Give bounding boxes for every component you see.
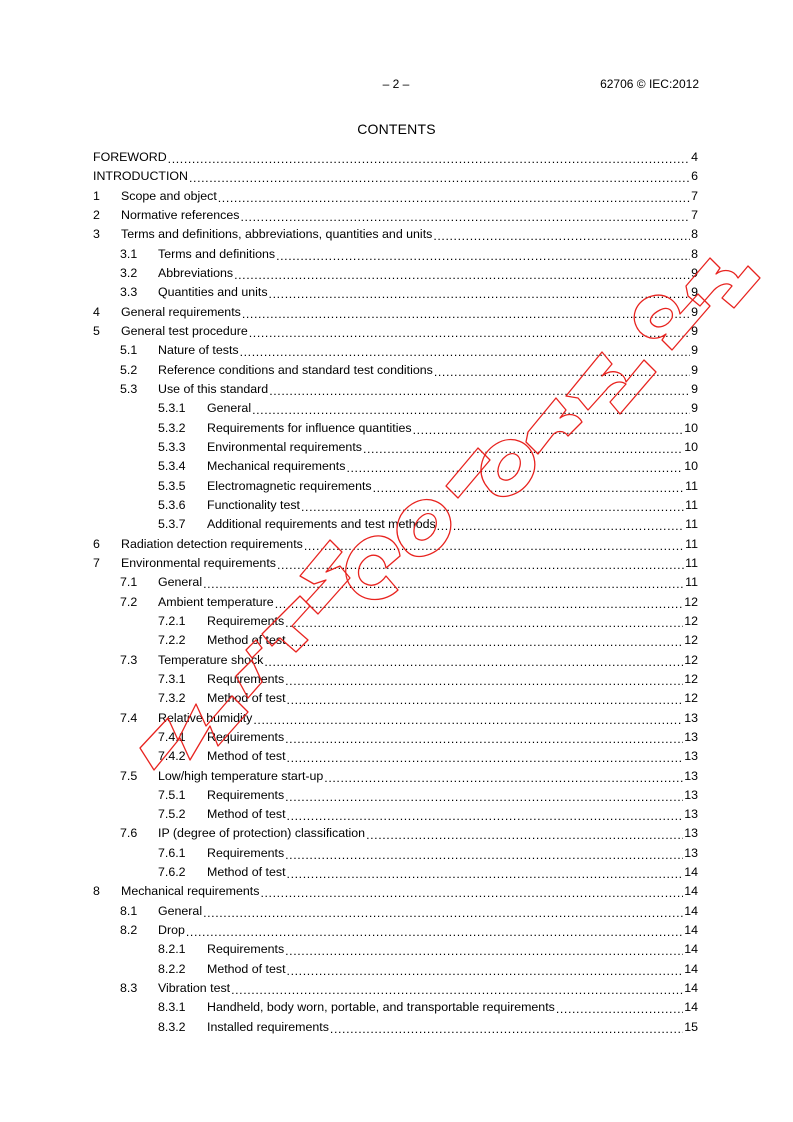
toc-leader-dots xyxy=(264,655,683,669)
toc-entry-page: 13 xyxy=(684,729,698,744)
toc-leader-dots xyxy=(189,171,690,185)
toc-leader-dots xyxy=(363,442,683,456)
toc-entry-title: Reference conditions and standard test conditions xyxy=(158,362,433,377)
toc-entry-page: 7 xyxy=(691,188,698,203)
toc-leader-dots xyxy=(287,693,684,707)
toc-entry-number: 8.3 xyxy=(120,981,138,996)
toc-entry-number: 1 xyxy=(93,188,100,203)
toc-entry[interactable] xyxy=(93,421,698,440)
toc-entry-number: 7.1 xyxy=(120,575,138,590)
toc-entry-page: 12 xyxy=(684,691,698,706)
toc-entry[interactable] xyxy=(93,227,698,246)
toc-leader-dots xyxy=(287,867,684,881)
toc-entry[interactable] xyxy=(93,904,698,923)
toc-entry-number: 7.5.2 xyxy=(158,807,186,822)
toc-entry[interactable] xyxy=(93,479,698,498)
toc-entry-number: 7.6 xyxy=(120,826,138,841)
toc-entry-page: 4 xyxy=(691,150,698,164)
toc-entry-number: 8.1 xyxy=(120,903,138,918)
toc-entry[interactable] xyxy=(93,382,698,401)
toc-entry-number: 2 xyxy=(93,207,100,222)
toc-entry-number: 8 xyxy=(93,884,100,899)
toc-leader-dots xyxy=(234,268,690,282)
toc-entry-page: 8 xyxy=(691,227,698,242)
toc-entry-page: 15 xyxy=(684,1019,698,1034)
toc-entry-page: 6 xyxy=(691,169,698,184)
toc-entry-number: 7.6.2 xyxy=(158,865,186,880)
toc-entry[interactable] xyxy=(93,749,698,768)
toc-leader-dots xyxy=(253,713,683,727)
toc-entry[interactable] xyxy=(93,401,698,420)
toc-entry-title: Method of test xyxy=(207,691,286,706)
toc-entry[interactable] xyxy=(93,305,698,324)
toc-entry-page: 14 xyxy=(684,961,698,976)
toc-entry-page: 14 xyxy=(684,923,698,938)
toc-entry-page: 12 xyxy=(684,594,698,609)
toc-entry-title: Requirements xyxy=(207,845,285,860)
toc-entry-page: 9 xyxy=(691,265,698,280)
toc-entry-number: 8.2.2 xyxy=(158,961,186,976)
toc-leader-dots xyxy=(346,461,683,475)
toc-leader-dots xyxy=(240,210,690,224)
page-number: – 2 – xyxy=(382,77,410,91)
toc-entry[interactable] xyxy=(93,981,698,1000)
toc-entry-page: 9 xyxy=(691,304,698,319)
toc-leader-dots xyxy=(242,307,690,321)
toc-leader-dots xyxy=(285,944,683,958)
toc-leader-dots xyxy=(330,1022,683,1036)
toc-entry[interactable] xyxy=(93,923,698,942)
toc-entry[interactable] xyxy=(93,459,698,478)
toc-entry[interactable] xyxy=(93,537,698,556)
toc-leader-dots xyxy=(285,848,683,862)
toc-entry-page: 11 xyxy=(685,517,698,532)
toc-entry-number: 8.3.2 xyxy=(158,1019,186,1034)
toc-entry-title: FOREWORD xyxy=(93,150,167,164)
toc-leader-dots xyxy=(276,249,690,263)
toc-leader-dots xyxy=(231,983,683,997)
toc-entry-number: 5.3.5 xyxy=(158,478,186,493)
toc-entry-title: Low/high temperature start-up xyxy=(158,768,324,783)
toc-entry[interactable] xyxy=(93,769,698,788)
toc-entry-page: 14 xyxy=(684,1000,698,1015)
toc-entry-title: Use of this standard xyxy=(158,381,269,396)
toc-entry-title: Mechanical requirements xyxy=(121,884,260,899)
toc-entry[interactable] xyxy=(93,807,698,826)
toc-entry[interactable] xyxy=(93,884,698,903)
toc-leader-dots xyxy=(287,809,684,823)
toc-entry-number: 7.3.2 xyxy=(158,691,186,706)
toc-leader-dots xyxy=(301,500,684,514)
toc-entry-page: 9 xyxy=(691,362,698,377)
toc-leader-dots xyxy=(413,423,684,437)
toc-entry-number: 7 xyxy=(93,555,100,570)
toc-entry-number: 3 xyxy=(93,227,100,242)
toc-leader-dots xyxy=(287,635,684,649)
toc-entry-title: Quantities and units xyxy=(158,285,268,300)
toc-leader-dots xyxy=(168,152,690,166)
toc-entry-title: Functionality test xyxy=(207,497,300,512)
toc-leader-dots xyxy=(287,751,684,765)
toc-entry-title: Drop xyxy=(158,923,185,938)
toc-entry-number: 5.1 xyxy=(120,343,138,358)
toc-entry[interactable] xyxy=(93,169,698,188)
toc-entry-page: 13 xyxy=(684,749,698,764)
contents-title: CONTENTS xyxy=(357,121,436,137)
toc-leader-dots xyxy=(556,1002,683,1016)
toc-entry-title: Requirements xyxy=(207,729,285,744)
toc-leader-dots xyxy=(285,790,683,804)
toc-entry-title: Abbreviations xyxy=(158,265,234,280)
toc-entry-page: 13 xyxy=(684,845,698,860)
toc-entry-page: 13 xyxy=(684,787,698,802)
toc-entry-page: 13 xyxy=(684,710,698,725)
toc-leader-dots xyxy=(287,964,684,978)
toc-leader-dots xyxy=(285,616,683,630)
toc-entry-page: 13 xyxy=(684,807,698,822)
toc-entry[interactable] xyxy=(93,363,698,382)
toc-entry-title: General test procedure xyxy=(121,323,248,338)
toc-entry-page: 7 xyxy=(691,207,698,222)
toc-entry[interactable] xyxy=(93,633,698,652)
toc-entry-number: 7.2.2 xyxy=(158,633,186,648)
toc-entry[interactable] xyxy=(93,691,698,710)
toc-entry-title: Mechanical requirements xyxy=(207,459,346,474)
toc-entry-number: 5.3.4 xyxy=(158,459,186,474)
toc-leader-dots xyxy=(433,229,690,243)
toc-entry-page: 11 xyxy=(685,536,698,551)
toc-entry[interactable] xyxy=(93,595,698,614)
toc-entry[interactable] xyxy=(93,247,698,266)
toc-entry[interactable] xyxy=(93,208,698,227)
toc-entry-title: INTRODUCTION xyxy=(93,169,188,184)
toc-entry-number: 7.5 xyxy=(120,768,138,783)
toc-leader-dots xyxy=(203,577,684,591)
toc-entry-page: 11 xyxy=(685,555,698,570)
toc-entry[interactable] xyxy=(93,189,698,208)
toc-entry-number: 7.4.1 xyxy=(158,729,186,744)
toc-entry[interactable] xyxy=(93,498,698,517)
toc-entry-title: Normative references xyxy=(121,207,240,222)
toc-leader-dots xyxy=(373,481,685,495)
toc-entry-title: General xyxy=(158,903,203,918)
table-of-contents xyxy=(93,150,698,1039)
toc-entry-number: 5.3.6 xyxy=(158,497,186,512)
toc-entry-page: 11 xyxy=(685,478,698,493)
toc-entry-page: 13 xyxy=(684,826,698,841)
toc-leader-dots xyxy=(434,365,690,379)
toc-entry-title: Handheld, body worn, portable, and transportable requirements xyxy=(207,1000,555,1015)
toc-entry[interactable] xyxy=(93,324,698,343)
toc-entry[interactable] xyxy=(93,788,698,807)
toc-entry-number: 5.3.3 xyxy=(158,439,186,454)
toc-entry-title: Method of test xyxy=(207,633,286,648)
toc-leader-dots xyxy=(437,519,684,533)
toc-entry-title: Requirements for influence quantities xyxy=(207,420,412,435)
toc-entry-page: 10 xyxy=(684,439,698,454)
toc-entry-page: 13 xyxy=(684,768,698,783)
toc-entry[interactable] xyxy=(93,150,698,169)
toc-entry-number: 4 xyxy=(93,304,100,319)
toc-entry-number: 3.2 xyxy=(120,265,138,280)
toc-entry-title: Terms and definitions, abbreviations, quantities and units xyxy=(121,227,433,242)
toc-entry-number: 7.2.1 xyxy=(158,613,186,628)
toc-entry-title: Method of test xyxy=(207,865,286,880)
toc-entry-title: Environmental requirements xyxy=(207,439,362,454)
toc-entry-title: Scope and object xyxy=(121,188,217,203)
toc-entry-number: 8.2.1 xyxy=(158,942,186,957)
toc-entry-page: 9 xyxy=(691,285,698,300)
toc-entry[interactable] xyxy=(93,517,698,536)
toc-entry-number: 7.2 xyxy=(120,594,138,609)
toc-entry-page: 9 xyxy=(691,381,698,396)
toc-entry-number: 8.2 xyxy=(120,923,138,938)
toc-entry-title: Requirements xyxy=(207,671,285,686)
document-reference: 62706 © IEC:2012 xyxy=(600,77,699,91)
toc-entry-number: 7.4.2 xyxy=(158,749,186,764)
toc-entry-page: 9 xyxy=(691,343,698,358)
toc-entry-page: 10 xyxy=(684,420,698,435)
toc-entry-number: 8.3.1 xyxy=(158,1000,186,1015)
toc-leader-dots xyxy=(218,191,690,205)
toc-entry-number: 5.3 xyxy=(120,381,138,396)
toc-leader-dots xyxy=(269,384,690,398)
toc-entry-number: 7.6.1 xyxy=(158,845,186,860)
toc-entry-title: Temperature shock xyxy=(158,652,264,667)
toc-leader-dots xyxy=(203,906,683,920)
toc-entry-title: IP (degree of protection) classification xyxy=(158,826,366,841)
toc-entry[interactable] xyxy=(93,1020,698,1039)
toc-leader-dots xyxy=(240,345,691,359)
toc-entry-page: 11 xyxy=(685,575,698,590)
toc-leader-dots xyxy=(260,886,683,900)
toc-entry-title: Additional requirements and test methods xyxy=(207,517,436,532)
toc-entry-title: Requirements xyxy=(207,613,285,628)
toc-entry-title: Method of test xyxy=(207,749,286,764)
toc-entry-number: 3.1 xyxy=(120,246,138,261)
toc-entry-title: Nature of tests xyxy=(158,343,239,358)
toc-leader-dots xyxy=(269,287,691,301)
toc-entry[interactable] xyxy=(93,285,698,304)
toc-entry-page: 14 xyxy=(684,865,698,880)
toc-entry-number: 5 xyxy=(93,323,100,338)
toc-entry-number: 7.3 xyxy=(120,652,138,667)
toc-entry-title: Method of test xyxy=(207,961,286,976)
toc-entry-page: 12 xyxy=(684,652,698,667)
toc-leader-dots xyxy=(275,597,684,611)
toc-entry-page: 9 xyxy=(691,323,698,338)
toc-entry[interactable] xyxy=(93,711,698,730)
toc-leader-dots xyxy=(249,326,690,340)
toc-entry[interactable] xyxy=(93,556,698,575)
toc-entry[interactable] xyxy=(93,440,698,459)
toc-entry-number: 5.3.2 xyxy=(158,420,186,435)
toc-entry-page: 14 xyxy=(684,942,698,957)
toc-entry-title: Relative humidity xyxy=(158,710,253,725)
toc-entry[interactable] xyxy=(93,343,698,362)
toc-entry[interactable] xyxy=(93,865,698,884)
toc-entry-title: Requirements xyxy=(207,787,285,802)
toc-entry-title: Terms and definitions xyxy=(158,246,276,261)
toc-entry-title: General xyxy=(207,401,252,416)
toc-leader-dots xyxy=(285,674,683,688)
toc-entry-title: General xyxy=(158,575,203,590)
toc-entry-title: Environmental requirements xyxy=(121,555,276,570)
toc-entry-number: 5.3.7 xyxy=(158,517,186,532)
toc-leader-dots xyxy=(285,732,683,746)
toc-entry[interactable] xyxy=(93,266,698,285)
toc-entry[interactable] xyxy=(93,672,698,691)
toc-entry[interactable] xyxy=(93,614,698,633)
toc-entry-number: 5.2 xyxy=(120,362,138,377)
toc-entry-title: Radiation detection requirements xyxy=(121,536,303,551)
toc-leader-dots xyxy=(366,828,683,842)
toc-entry-page: 14 xyxy=(684,981,698,996)
toc-entry-number: 7.4 xyxy=(120,710,138,725)
toc-entry[interactable] xyxy=(93,846,698,865)
page-header xyxy=(93,77,699,93)
toc-entry-page: 12 xyxy=(684,613,698,628)
toc-leader-dots xyxy=(277,558,684,572)
toc-entry-title: Requirements xyxy=(207,942,285,957)
toc-entry[interactable] xyxy=(93,575,698,594)
toc-entry-title: Installed requirements xyxy=(207,1019,329,1034)
toc-leader-dots xyxy=(324,771,683,785)
toc-entry-page: 9 xyxy=(691,401,698,416)
toc-entry-page: 11 xyxy=(685,497,698,512)
toc-entry-page: 12 xyxy=(684,633,698,648)
toc-entry-number: 5.3.1 xyxy=(158,401,186,416)
toc-entry-number: 6 xyxy=(93,536,100,551)
toc-entry-page: 10 xyxy=(684,459,698,474)
toc-entry[interactable] xyxy=(93,730,698,749)
toc-leader-dots xyxy=(304,539,684,553)
toc-entry-title: Ambient temperature xyxy=(158,594,274,609)
toc-leader-dots xyxy=(252,403,690,417)
toc-entry-page: 14 xyxy=(684,884,698,899)
toc-entry[interactable] xyxy=(93,826,698,845)
toc-leader-dots xyxy=(186,925,683,939)
toc-entry[interactable] xyxy=(93,942,698,961)
toc-entry[interactable] xyxy=(93,1000,698,1019)
toc-entry-page: 12 xyxy=(684,671,698,686)
toc-entry-number: 7.5.1 xyxy=(158,787,186,802)
toc-entry-number: 3.3 xyxy=(120,285,138,300)
toc-entry[interactable] xyxy=(93,962,698,981)
toc-entry-page: 14 xyxy=(684,903,698,918)
toc-entry-number: 7.3.1 xyxy=(158,671,186,686)
toc-entry[interactable] xyxy=(93,653,698,672)
toc-entry-title: General requirements xyxy=(121,304,241,319)
toc-entry-title: Vibration test xyxy=(158,981,231,996)
toc-entry-title: Electromagnetic requirements xyxy=(207,478,372,493)
toc-entry-page: 8 xyxy=(691,246,698,261)
toc-entry-title: Method of test xyxy=(207,807,286,822)
